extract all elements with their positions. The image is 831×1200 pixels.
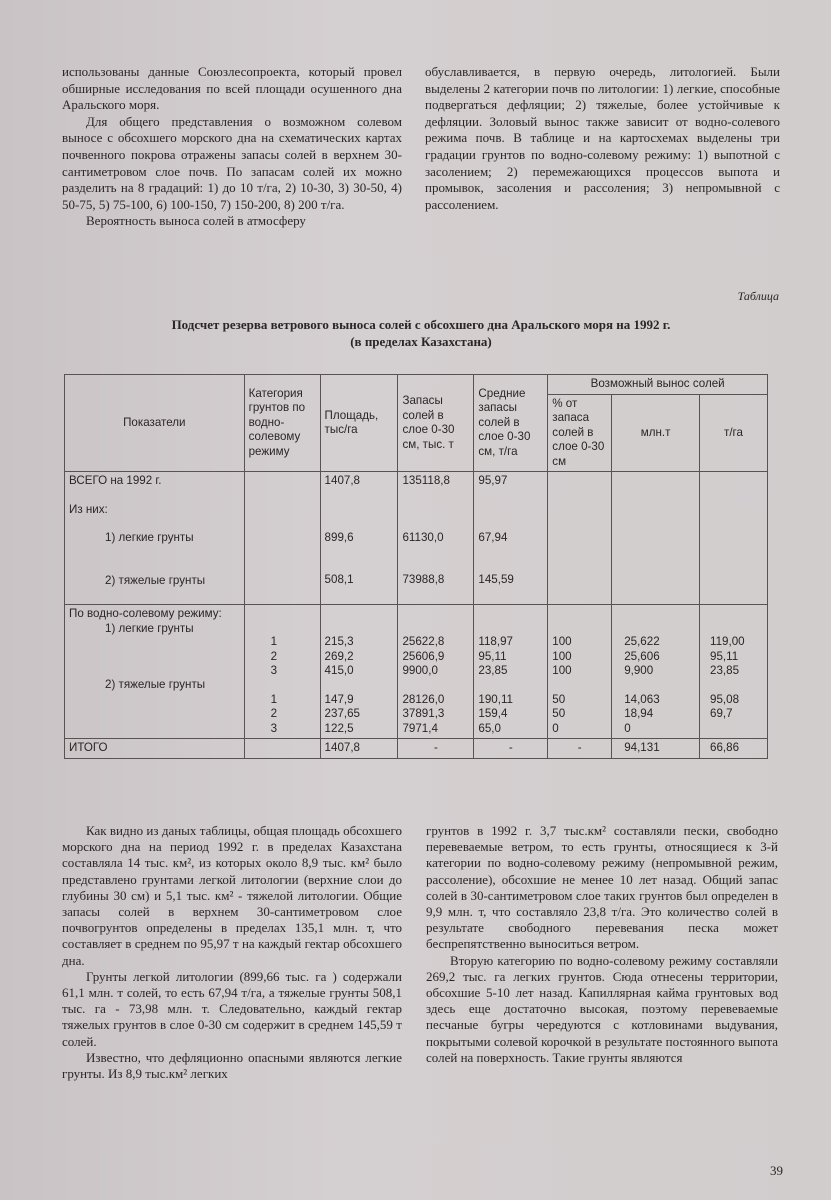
text-column-bottom-left — [62, 823, 402, 1082]
value: 1 — [270, 635, 278, 648]
value: 122,5 — [324, 721, 354, 735]
row-label-heavy: 2) тяжелые грунты — [105, 573, 206, 587]
value: 415,0 — [324, 664, 354, 677]
value: 9900,0 — [402, 664, 438, 677]
value: 23,85 — [478, 664, 508, 677]
label-cell — [65, 605, 245, 739]
value: 899,6 — [324, 530, 354, 544]
avg-cell — [474, 605, 548, 739]
value: 2 — [270, 649, 278, 663]
mln-cell — [612, 605, 700, 739]
value: 37891,3 — [402, 707, 445, 720]
stock-cell — [398, 605, 474, 739]
table-title-line: (в пределах Казахстана) — [350, 334, 492, 349]
text-column-top-right — [425, 64, 780, 213]
value: 0 — [624, 721, 631, 735]
value: 61130,0 — [402, 530, 444, 544]
table-row-regime — [65, 605, 768, 739]
value: 100 — [552, 635, 572, 648]
pct-cell — [548, 472, 612, 605]
value: 100 — [552, 649, 572, 663]
value: 508,1 — [324, 573, 354, 586]
value: 145,59 — [478, 573, 514, 586]
itogo-mln: 94,131 — [612, 739, 700, 759]
header-stock: Запасы солей в слое 0-30 см, тыс. т — [398, 375, 474, 472]
row-label-of-them: Из них: — [69, 502, 108, 516]
value: 9,900 — [624, 664, 654, 677]
value: 2 — [270, 707, 278, 720]
value: 25,606 — [624, 649, 660, 663]
mln-cell — [612, 472, 700, 605]
value: 1407,8 — [324, 474, 361, 487]
value: 18,94 — [624, 707, 654, 720]
itogo-tha: 66,86 — [700, 739, 768, 759]
value: 50 — [552, 707, 566, 720]
header-category: Категория грунтов по водно-солевому режиму — [244, 375, 320, 472]
value: 14,063 — [624, 692, 660, 706]
stock-cell — [398, 472, 474, 605]
value: 237,65 — [324, 707, 361, 720]
table-row-body — [65, 472, 768, 605]
value: 69,7 — [710, 707, 733, 720]
value: 65,0 — [478, 721, 501, 735]
itogo-stock: - — [398, 739, 474, 759]
value: 0 — [552, 721, 559, 735]
area-cell — [320, 472, 398, 605]
value: 73988,8 — [402, 573, 445, 586]
itogo-avg: - — [474, 739, 548, 759]
table-title — [62, 316, 780, 350]
value: 25622,8 — [402, 635, 445, 648]
category-cell — [244, 472, 320, 605]
header-mln-t: млн.т — [612, 394, 700, 472]
row-label-light: 1) легкие грунты — [105, 531, 194, 544]
tha-cell — [700, 472, 768, 605]
category-cell — [244, 605, 320, 739]
header-possible: Возможный вынос солей — [548, 375, 768, 395]
row-label-total: ВСЕГО на 1992 г. — [69, 474, 162, 487]
value: 67,94 — [478, 530, 508, 544]
area-cell — [320, 605, 398, 739]
avg-cell — [474, 472, 548, 605]
value: 190,11 — [478, 692, 513, 706]
value: 25,622 — [624, 635, 660, 648]
value: 118,97 — [478, 635, 513, 648]
value: 28126,0 — [402, 692, 445, 706]
table-title-line: Подсчет резерва ветрового выноса солей с обсохшего дна Аральского моря на 1992 г. — [171, 317, 671, 332]
paragraph: Грунты легкой литологии (899,66 тыс. га ) содержали 61,1 млн. т солей, то есть 67,94 т/га, а тяжелые грунты 508,1 тыс. га - 73,98 млн. т. Следовательно, каждый гектар тяжелых грунтов в слое 0-30 см содержит в среднем 145,59 т солей. — [62, 968, 402, 1049]
value: 1 — [270, 692, 278, 706]
header-area: Площадь, тыс/га — [320, 375, 398, 472]
value: 95,97 — [478, 474, 508, 487]
value: 147,9 — [324, 692, 354, 706]
value: 50 — [552, 692, 566, 706]
header-t-ha: т/га — [700, 394, 768, 472]
text-column-bottom-right — [426, 823, 778, 1066]
tha-cell — [700, 605, 768, 739]
header-pct: % от запаса солей в слое 0-30 см — [548, 394, 612, 472]
header-indicators: Показатели — [65, 375, 245, 472]
value: 3 — [270, 721, 278, 735]
header-row — [65, 375, 768, 395]
table-label: Таблица — [737, 289, 779, 303]
label-cell — [65, 472, 245, 605]
paragraph: Вероятность выноса солей в атмосферу — [86, 213, 306, 229]
value: 95,08 — [710, 692, 740, 706]
value: 215,3 — [324, 635, 354, 648]
value: 3 — [270, 664, 278, 677]
value: 269,2 — [324, 649, 354, 663]
paragraph: Вторую категорию по водно-солевому режиму составляли 269,2 тыс. га легких грунтов. Сюда отнесены территории, обсохшие 5-10 лет назад. Капиллярная кайма грунтовых вод здесь еще достаточно высокая, поэтому перевеваемые песчаные бугры чередуются с котловинами выдувания, покрытыми солевой корочкой в результате постоянного выпота солей на поверхность. Такие грунты являются — [426, 952, 778, 1065]
value: 7971,4 — [402, 721, 438, 735]
row-label-by-regime: По водно-солевому режиму: — [69, 607, 222, 620]
value: 135118,8 — [402, 474, 450, 487]
value: 25606,9 — [402, 649, 445, 663]
paragraph: Как видно из даных таблицы, общая площадь обсохшего морского дна на период 1992 г. в пределах Казахстана составляла 14 тыс. км², из которых около 8,9 тыс. км² было представлено грунтами легкой литологии (верхние слои до глубины 30 см) и 5,1 тыс. км² - тяжелой литологии. Общие запасы солей в верхнем 30-сантиметровом слое почвогрунтов определены в пределах 135,1 млн. т, что составляет в среднем по 95,97 т на каждый гектар обсохшего дна. — [62, 823, 402, 968]
row-label-light-regime: 1) легкие грунты — [105, 621, 194, 635]
paragraph: Для общего представления о возможном солевом выносе с обсохшего морского дна на схематических картах почвенного покрова отражены запасы солей в верхнем 30-сантиметровом слое почв. По запасам солей их можно разделить на 8 градаций: 1) до 10 т/га, 2) 10-30, 3) 30-50, 4) 50-75, 5) 75-100, 6) 100-150, 7) 150-200, 8) 200 т/га. — [62, 113, 402, 212]
table-row-total — [65, 739, 768, 759]
paragraph: использованы данные Союзлесопроекта, который провел обширные исследования по всей площади осушенного дна Аральского моря. — [62, 64, 402, 113]
paragraph: Известно, что дефляционно опасными являются легкие грунты. Из 8,9 тыс.км² легких — [62, 1049, 402, 1082]
value: 159,4 — [478, 707, 508, 720]
itogo-label: ИТОГО — [65, 739, 245, 759]
value: 95,11 — [478, 649, 507, 663]
value: 119,00 — [710, 635, 745, 648]
page-number: 39 — [770, 1163, 783, 1178]
text-column-top-left — [62, 64, 402, 230]
category-cell — [244, 739, 320, 759]
itogo-pct: - — [548, 739, 612, 759]
value: 95,11 — [710, 649, 739, 663]
header-avg-stock: Средние запасы солей в слое 0-30 см, т/га — [474, 375, 548, 472]
pct-cell — [548, 605, 612, 739]
itogo-area: 1407,8 — [320, 739, 398, 759]
row-label-heavy-regime: 2) тяжелые грунты — [105, 678, 206, 691]
paragraph: обуславливается, в первую очередь, литологией. Были выделены 2 категории почв по литологии: 1) легкие, способные подвергаться дефляции; 2) тяжелые, более устойчивые к дефляции. Золовый вынос также зависит от водно-солевого режима почв. В таблице и на картосхемах выделены три градации грунтов по водно-солевому режиму: 1) выпотной с засолением; 2) перемежающихся процессов выпота и промывок, засоления и рассоления; 3) непромывной с рассолением. — [425, 64, 780, 212]
value: 100 — [552, 664, 572, 677]
salt-table — [64, 374, 768, 759]
paragraph: грунтов в 1992 г. 3,7 тыс.км² составляли пески, свободно перевеваемые ветром, то есть грунты, относящиеся к 3-й категории по водно-солевому режиму (непромывной режим, рассоление), обсохшие не менее 10 лет назад. Общий запас солей в 30-сантиметровом слое таких грунтов был определен в 9,9 млн. т, что составляло 23,8 т/га. Это количество солей в результате свободного перевевания песка может беспрепятственно выноситься ветром. — [426, 823, 778, 952]
value: 23,85 — [710, 664, 740, 677]
